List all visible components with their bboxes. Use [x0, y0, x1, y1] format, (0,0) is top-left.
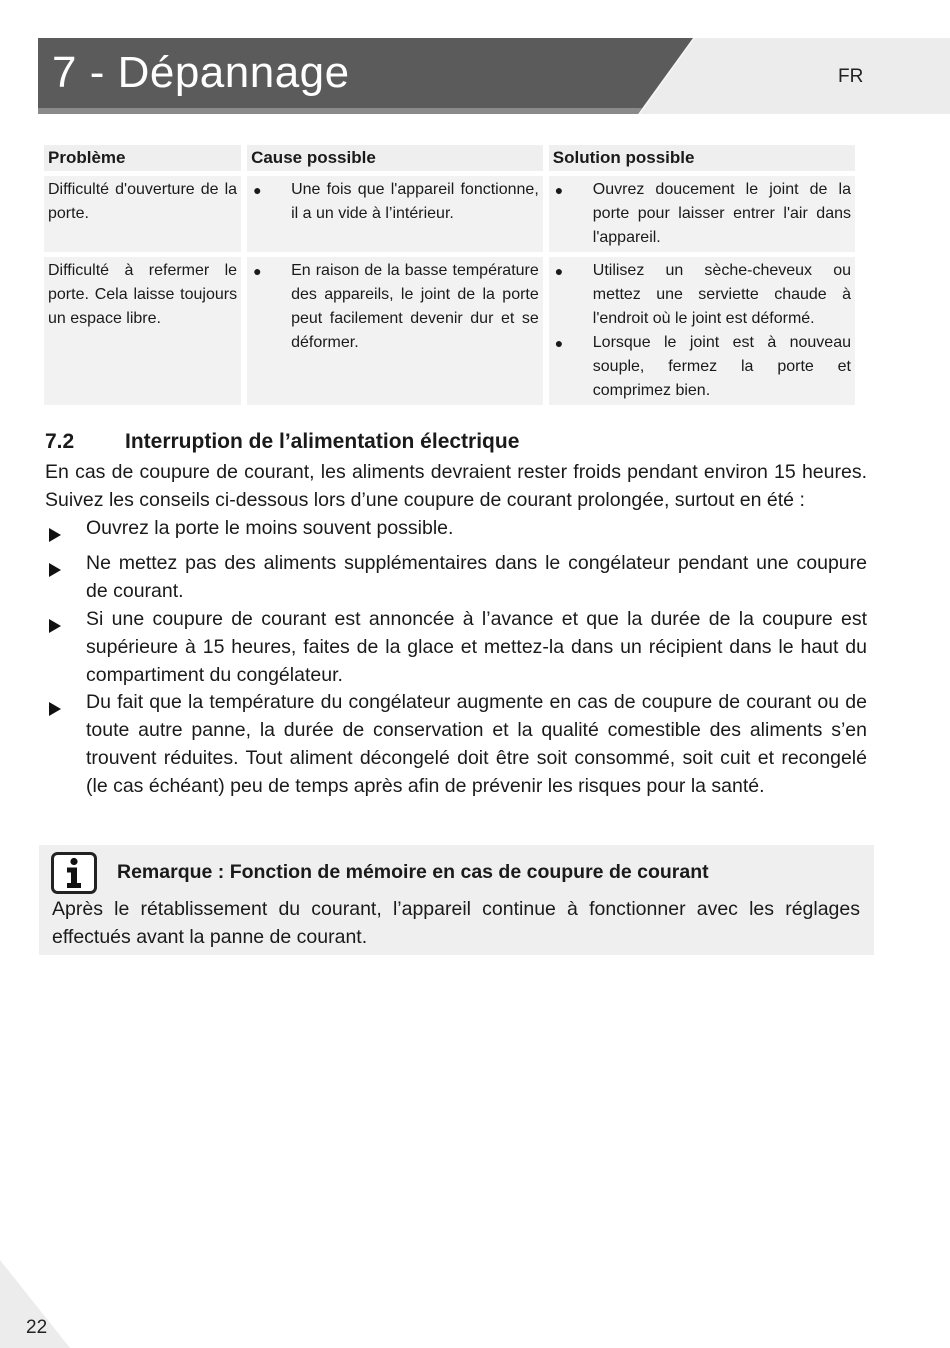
header-problem: Problème: [44, 145, 241, 171]
note-text: Après le rétablissement du courant, l’appareil continue à fonctionner avec les réglages effectués avant la panne de courant.: [52, 898, 860, 948]
list-item: Du fait que la température du congélateur augmente en cas de coupure de courant ou de toute autre panne, la durée de conservation et la qualité comestible des aliments s’en trouvent réduites. Tout aliment décongelé doit être soit consommé, soit cuit et recongelé (le cas échéant) peu de temps après afin de prévenir les risques pour la santé.: [45, 689, 867, 800]
table-header-row: [44, 145, 855, 171]
header-solution: Solution possible: [549, 145, 855, 171]
cause-item: ● Une fois que l'appareil fonctionne, il a un vide à l’intérieur.: [251, 178, 539, 226]
list-item: Ouvrez la porte le moins souvent possible.: [45, 515, 867, 551]
solution-item: ● Ouvrez doucement le joint de la porte pour laisser entrer l'air dans l'appareil.: [553, 178, 851, 250]
language-code: FR: [838, 66, 864, 87]
triangle-bullet-icon: [45, 515, 86, 551]
page-number: 22: [26, 1317, 48, 1338]
solution-item: ● Utilisez un sèche-cheveux ou mettez une serviette chaude à l'endroit où le joint est déformé.: [553, 259, 851, 331]
bullet-icon: ●: [554, 182, 564, 198]
solution-item: ● Lorsque le joint est à nouveau souple, fermez la porte et comprimez bien.: [553, 331, 851, 403]
note-box: [39, 845, 874, 955]
triangle-bullet-icon: [45, 606, 86, 689]
triangle-bullet-icon: [45, 689, 86, 800]
info-icon: [51, 852, 97, 894]
bullet-icon: ●: [554, 263, 564, 279]
problem-text: Difficulté à refermer le porte. Cela laisse toujours un espace libre.: [48, 262, 238, 327]
page-title: 7 - Dépannage: [52, 48, 350, 97]
bullet-icon: ●: [253, 263, 262, 279]
section-number: 7.2: [45, 430, 75, 453]
header-cause: Cause possible: [247, 145, 543, 171]
section-title: Interruption de l’alimentation électrique: [125, 430, 520, 453]
bullet-icon: ●: [554, 335, 564, 351]
troubleshooting-table: [38, 140, 861, 410]
bullet-icon: ●: [253, 182, 262, 198]
table-row: [44, 176, 855, 252]
cause-item: ● En raison de la basse température des appareils, le joint de la porte peut facilement devenir dur et se déformer.: [251, 259, 539, 355]
note-title: Remarque : Fonction de mémoire en cas de coupure de courant: [117, 861, 709, 883]
list-item: Si une coupure de courant est annoncée à l’avance et que la durée de la coupure est supérieure à 15 heures, faites de la glace et mettez-la dans un récipient dans le haut du compartiment du congélateur.: [45, 606, 867, 689]
section-intro: En cas de coupure de courant, les aliments devraient rester froids pendant environ 15 heures. Suivez les conseils ci-dessous lors d’une coupure de courant prolongée, surtout en été :: [45, 461, 867, 511]
triangle-bullet-icon: [45, 550, 86, 606]
section-body: [45, 459, 867, 801]
problem-text: Difficulté d'ouverture de la porte.: [48, 181, 238, 222]
table-row: [44, 257, 855, 405]
section-heading: [45, 430, 519, 454]
list-item: Ne mettez pas des aliments supplémentaires dans le congélateur pendant une coupure de courant.: [45, 550, 867, 606]
